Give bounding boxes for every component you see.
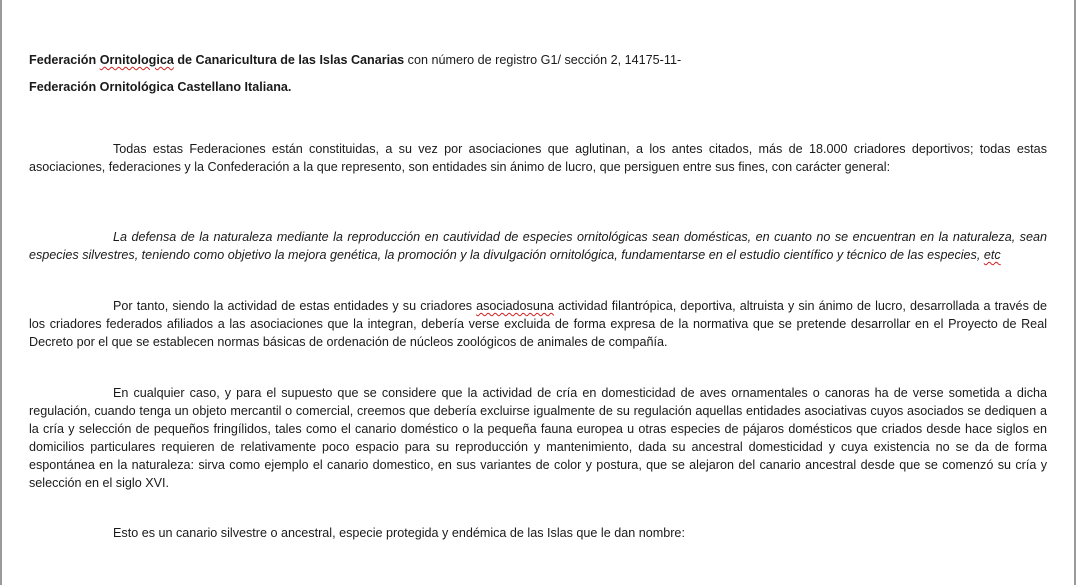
paragraph-2-quote bbox=[29, 228, 1047, 264]
page-left-edge bbox=[0, 0, 2, 585]
paragraph-2-text: La defensa de la naturaleza mediante la reproducción en cautividad de especies ornitológicas sean domésticas, en cuanto no se encuentran en la naturaleza, sean especies silvestres, teniendo como objetivo la mejora genética, la promoción y la divulgación ornitológica, fundamentarse en el estudio científico y técnico de las especies, bbox=[29, 230, 1047, 262]
paragraph-3 bbox=[29, 297, 1047, 351]
paragraph-1: Todas estas Federaciones están constituidas, a su vez por asociaciones que aglutinan, a los antes citados, más de 18.000 criadores deportivos; todas estas asociaciones, federaciones y la Confederación a la que represento, son entidades sin ánimo de lucro, que persiguen entre sus fines, con carácter general: bbox=[29, 142, 1047, 174]
header-line-2: Federación Ornitológica Castellano Italiana. bbox=[29, 80, 292, 94]
header-line-1-bold-a: Federación bbox=[29, 53, 100, 67]
paragraph-3-text-a: Por tanto, siendo la actividad de estas entidades y su criadores bbox=[113, 299, 477, 313]
spellcheck-flagged-word[interactable]: etc bbox=[983, 248, 1001, 262]
paragraph-3-text-b: actividad filantrópica, deportiva, altruista y sin ánimo de lucro, desarrollada a través de los criadores federados afiliados a las asociaciones que la integran, debería verse excluida de forma expresa de la normativa que se pretende desarrollar en el Proyecto de Real Decreto por el que se establecen normas básicas de ordenación de núcleos zoológicos de animales de compañía. bbox=[29, 299, 1047, 349]
header-line-1 bbox=[29, 51, 681, 69]
header-line-1-registry: con número de registro G1/ sección 2, 14175-11- bbox=[404, 53, 682, 67]
spellcheck-flagged-word[interactable]: asociadosuna bbox=[476, 299, 554, 313]
header-line-1-bold-b: de Canaricultura de las Islas Canarias bbox=[173, 53, 405, 67]
spellcheck-flagged-word[interactable]: Ornitologica bbox=[99, 53, 174, 67]
paragraph-4: En cualquier caso, y para el supuesto que se considere que la actividad de cría en domesticidad de aves ornamentales o canoras ha de verse sometida a dicha regulación, cuando tenga un objeto mercantil o comercial, creemos que debería excluirse igualmente de su regulación aquellas entidades asociativas cuyos asociados se dediquen a la cría y selección de pequeños fringílidos, tales como el canario doméstico o la pequeña fauna europea u otras especies de pájaros domésticos que criados desde hace siglos en domicilios particulares requieren de relativamente poco espacio para su reproducción y mantenimiento, dada su ancestral domesticidad y cuya existencia no se da de forma espontánea en la naturaleza: sirva como ejemplo el canario domestico, en sus variantes de color y postura, que se alejaron del canario ancestral desde que se comenzó su cría y selección en el siglo XVI. bbox=[29, 386, 1047, 490]
paragraph-5: Esto es un canario silvestre o ancestral, especie protegida y endémica de las Islas que le dan nombre: bbox=[113, 526, 685, 540]
